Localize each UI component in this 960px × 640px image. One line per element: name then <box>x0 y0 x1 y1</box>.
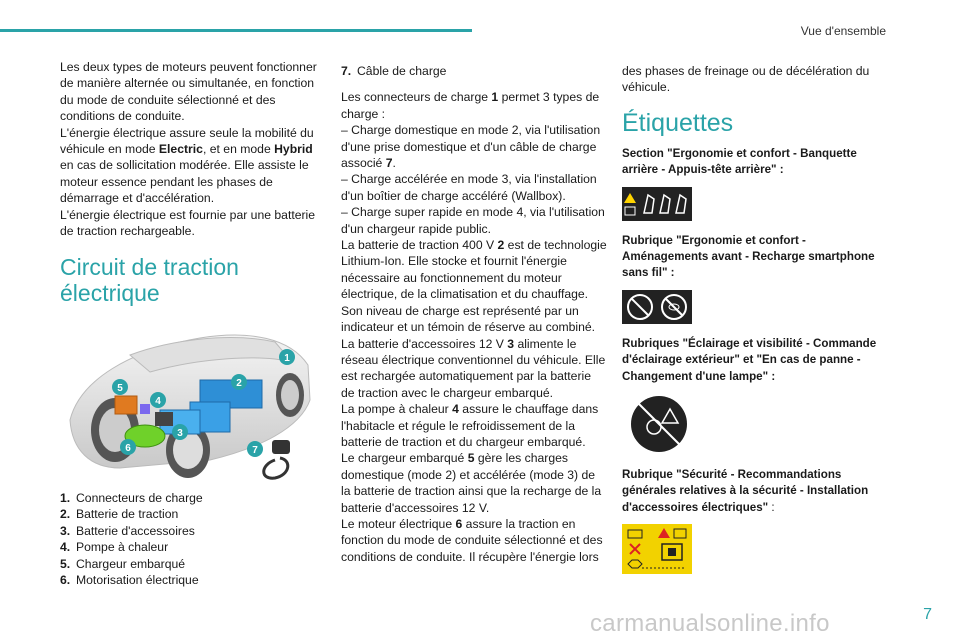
column-1 <box>60 59 322 306</box>
traction-circuit-illustration <box>60 310 318 480</box>
paragraph: – Charge domestique en mode 2, via l'utilisation d'une prise domestique et d'un câble de charge associé 7. <box>341 123 601 171</box>
figure-label-3: 3 <box>177 428 183 439</box>
column-2 <box>341 63 607 565</box>
paragraph: Le chargeur embarqué 5 gère les charges domestique (mode 2) et accélérée (mode 3) de la batterie de traction ainsi que la recharge de la batterie d'accessoires 12 V. <box>341 451 602 515</box>
header-accent-bar <box>0 29 472 32</box>
figure-label-2: 2 <box>236 378 242 389</box>
list-item: 3. Batterie d'accessoires <box>60 523 195 538</box>
list-item: 1. Connecteurs de charge <box>60 491 203 505</box>
paragraph: Les deux types de moteurs peuvent fonctionner de manière alternée ou simultanée, en fonction du mode de conduite sélectionné et des conditions de conduite. <box>60 60 317 124</box>
paragraph: L'énergie électrique est fournie par une batterie de traction rechargeable. <box>60 207 316 239</box>
column-3 <box>622 63 892 586</box>
section-title: Vue d'ensemble <box>800 24 886 38</box>
watermark-text: carmanualsonline.info <box>590 610 830 637</box>
heading-circuit: Circuit de traction électrique <box>60 254 239 307</box>
component-list <box>60 490 320 588</box>
paragraph: des phases de freinage ou de décélération du véhicule. <box>622 64 870 95</box>
label-section-text: Section "Ergonomie et confort - Banquette arrière - Appuis-tête arrière" : <box>622 146 857 177</box>
paragraph: Le moteur électrique 6 assure la traction en fonction du mode de conduite sélectionné et des conditions de conduite. Il récupère l'énergie lors <box>341 516 603 564</box>
list-item: 7. Câble de charge <box>341 64 447 78</box>
paragraph: – Charge super rapide en mode 4, via l'utilisation d'un chargeur rapide public. <box>341 205 605 236</box>
figure-label-7: 7 <box>252 445 258 456</box>
page-number: 7 <box>923 606 932 623</box>
heading-etiquettes: Étiquettes <box>622 108 734 137</box>
figure-label-6: 6 <box>125 443 131 454</box>
paragraph: L'énergie électrique assure seule la mobilité du véhicule en mode Electric, et en mode Hybrid en cas de sollicitation modérée. Elle assiste le moteur essence pendant les phases de démarrage et d'accélération. <box>60 125 314 206</box>
label-section-text: Rubriques "Éclairage et visibilité - Commande d'éclairage extérieur" et "En cas de panne - Changement d'une lampe" : <box>622 336 877 383</box>
lamp-warning-label-icon <box>624 393 694 455</box>
electrical-accessory-label-icon <box>622 524 692 574</box>
figure-label-5: 5 <box>117 383 123 394</box>
wireless-charging-label-icon <box>622 290 692 324</box>
label-section-text: Rubrique "Ergonomie et confort - Aménagements avant - Recharge smartphone sans fil" : <box>622 233 875 280</box>
list-item: 2. Batterie de traction <box>60 507 179 522</box>
figure-label-1: 1 <box>284 353 290 364</box>
list-item: 4. Pompe à chaleur <box>60 540 169 555</box>
paragraph: La pompe à chaleur 4 assure le chauffage dans l'habitacle et régule le refroidissement de la batterie de traction et du chargeur embarqué. <box>341 402 599 449</box>
paragraph: La batterie de traction 400 V 2 est de technologie Lithium-Ion. Elle stocke et fournit l'énergie nécessaire au fonctionnement du moteur électrique, de la climatisation et du chauffage. Son niveau de charge est représenté par un indicateur et un témoin de réserve au combiné. <box>341 238 607 335</box>
headrest-warning-label-icon <box>622 187 692 221</box>
paragraph: Les connecteurs de charge 1 permet 3 types de charge : <box>341 90 600 121</box>
figure-label-4: 4 <box>155 396 161 407</box>
paragraph: – Charge accélérée en mode 3, via l'installation d'un boîtier de charge accéléré (Wallbox). <box>341 172 597 203</box>
label-section-text: Rubrique "Sécurité - Recommandations générales relatives à la sécurité - Installation d'accessoires électriques" : <box>622 468 869 514</box>
paragraph: La batterie d'accessoires 12 V 3 alimente le réseau électrique conventionnel du véhicule. Elle est rechargée automatiquement par la batterie de traction avec le chargeur embarqué. <box>341 336 606 400</box>
list-item: 6. Motorisation électrique <box>60 573 199 588</box>
list-item: 5. Chargeur embarqué <box>60 556 186 571</box>
